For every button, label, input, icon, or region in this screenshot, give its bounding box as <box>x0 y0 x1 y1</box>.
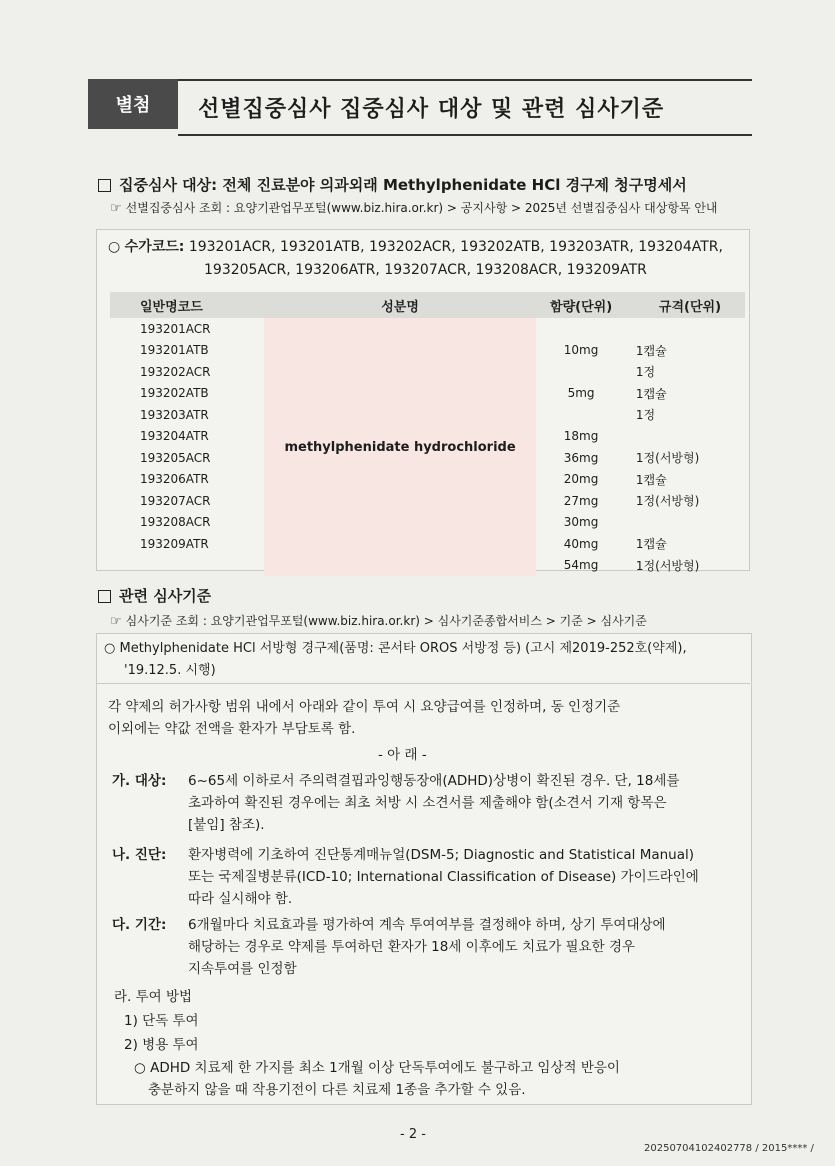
section1-heading-text: 집중심사 대상: 전체 진료분야 의과외래 Methylphenidate HCl 경구제 청구명세서 <box>119 176 687 194</box>
checkbox-square-icon <box>98 590 111 603</box>
section2-heading-text: 관련 심사기준 <box>119 587 212 605</box>
item-ga <box>112 770 679 836</box>
drug-table <box>110 292 745 576</box>
row-spec: 1정 <box>635 408 656 423</box>
page-title: 선별집중심사 집중심사 대상 및 관련 심사기준 <box>198 97 665 122</box>
row-code: 193206ATR <box>140 472 209 487</box>
ingredient-name: methylphenidate hydrochloride <box>264 318 536 576</box>
criteria-title-line1: Methylphenidate HCl 서방형 경구제(품명: 콘서타 OROS 서방정 등) (고시 제2019-252호(약제), <box>119 641 687 656</box>
ra-combo: 2) 병용 투여 <box>124 1037 199 1053</box>
ga-line2: 초과하여 확진된 경우에는 최초 처방 시 소견서를 제출해야 함(소견서 기재 항목은 <box>188 795 667 811</box>
row-dose <box>536 361 626 383</box>
circle-bullet-icon: ○ <box>108 239 121 255</box>
row-code: 193201ATB <box>140 343 209 358</box>
row-spec: 1정(서방형) <box>635 494 700 509</box>
da-line1: 6개월마다 치료효과를 평가하여 계속 투여여부를 결정해야 하며, 상기 투여대상에 <box>188 917 666 933</box>
header-code: 일반명코드 <box>110 292 264 318</box>
pointing-hand-icon: ☞ <box>110 201 122 216</box>
row-dose: 18mg <box>563 429 599 444</box>
section1-reference <box>110 199 718 216</box>
row-dose: 10mg <box>563 343 599 358</box>
row-dose: 54mg <box>563 558 599 573</box>
pointing-hand-icon: ☞ <box>110 614 122 629</box>
ga-label: 가. 대상: <box>112 773 167 789</box>
item-ra: 라. 투여 방법 <box>114 989 193 1005</box>
arae-label: - 아 래 - <box>378 747 427 763</box>
na-label: 나. 진단: <box>112 847 167 863</box>
title-rule-bottom <box>178 134 752 136</box>
row-dose: 27mg <box>563 493 599 508</box>
row-spec <box>626 426 745 448</box>
row-code: 193202ACR <box>140 364 211 379</box>
na-line2: 또는 국제질병분류(ICD-10; International Classification of Disease) 가이드라인에 <box>188 869 699 885</box>
row-spec <box>626 512 745 534</box>
na-line3: 따라 실시해야 함. <box>188 891 293 907</box>
row-spec <box>626 318 745 340</box>
criteria-title-line2: '19.12.5. 시행) <box>124 663 216 678</box>
row-code: 193208ACR <box>140 515 211 530</box>
intro-line1: 각 약제의 허가사항 범위 내에서 아래와 같이 투여 시 요양급여를 인정하며, 동 인정기준 <box>108 699 621 715</box>
row-spec: 1정(서방형) <box>635 451 700 466</box>
section2-reference <box>110 612 647 629</box>
section2-reference-text: 심사기준 조회 : 요양기관업무포털(www.biz.hira.or.kr) > 심사기준종합서비스 > 기준 > 심사기준 <box>125 614 647 628</box>
row-code: 193207ACR <box>140 493 211 508</box>
row-dose: 30mg <box>563 515 599 530</box>
title-badge: 별첨 <box>88 79 178 129</box>
fee-codes <box>108 236 723 282</box>
row-spec: 1캡슐 <box>635 472 667 487</box>
ra-combo-line2: 충분하지 않을 때 작용기전이 다른 치료제 1종을 추가할 수 있음. <box>148 1082 526 1098</box>
da-line3: 지속투여를 인정함 <box>188 961 297 977</box>
row-dose: 5mg <box>567 386 595 401</box>
title-rule-top <box>178 79 752 81</box>
document-id: 20250704102402778 / 2015**** / <box>644 1143 814 1154</box>
table-row <box>110 318 745 340</box>
row-dose: 40mg <box>563 536 599 551</box>
row-code: 193205ACR <box>140 450 211 465</box>
row-code: 193204ATR <box>140 429 209 444</box>
circle-bullet-icon: ○ <box>104 641 116 656</box>
row-code: 193203ATR <box>140 407 209 422</box>
row-spec: 1캡슐 <box>635 343 667 358</box>
criteria-intro <box>108 696 748 740</box>
ra-single: 1) 단독 투여 <box>124 1013 199 1029</box>
fee-codes-line1: 193201ACR, 193201ATB, 193202ACR, 193202ATB, 193203ATR, 193204ATR, <box>188 239 723 255</box>
row-dose: 36mg <box>563 450 599 465</box>
ga-line3: [붙임] 참조). <box>188 817 265 833</box>
circle-bullet-icon: ○ <box>134 1060 146 1076</box>
ra-combo-line1: ADHD 치료제 한 가지를 최소 1개월 이상 단독투여에도 불구하고 임상적 반응이 <box>150 1060 620 1076</box>
page-number: - 2 - <box>400 1127 426 1142</box>
criteria-title <box>104 638 687 682</box>
header-spec: 규격(단위) <box>626 292 745 318</box>
section1-reference-text: 선별집중심사 조회 : 요양기관업무포털(www.biz.hira.or.kr) > 공지사항 > 2025년 선별집중심사 대상항목 안내 <box>125 201 718 215</box>
fee-codes-line2: 193205ACR, 193206ATR, 193207ACR, 193208ACR, 193209ATR <box>204 262 647 278</box>
row-code <box>110 555 264 577</box>
row-dose <box>536 318 626 340</box>
header-ingredient: 성분명 <box>264 292 536 318</box>
row-code: 193201ACR <box>140 321 211 336</box>
header-dose: 함량(단위) <box>536 292 626 318</box>
row-dose: 20mg <box>563 472 599 487</box>
item-na <box>112 844 699 910</box>
row-dose <box>536 404 626 426</box>
row-spec: 1정 <box>635 365 656 380</box>
row-spec: 1정(서방형) <box>635 558 700 573</box>
row-spec: 1캡슐 <box>635 386 667 401</box>
fee-codes-label: 수가코드: <box>124 239 185 255</box>
row-spec: 1캡슐 <box>635 537 667 552</box>
intro-line2: 이외에는 약값 전액을 환자가 부담토록 함. <box>108 721 356 737</box>
table-header-row <box>110 292 745 318</box>
section1-heading <box>98 174 687 195</box>
ra-combo-detail <box>134 1057 620 1101</box>
da-line2: 해당하는 경우로 약제를 투여하던 환자가 18세 이후에도 치료가 필요한 경우 <box>188 939 636 955</box>
row-code: 193202ATB <box>140 386 209 401</box>
section2-heading <box>98 585 211 606</box>
da-label: 다. 기간: <box>112 917 167 933</box>
na-line1: 환자병력에 기초하여 진단통계매뉴얼(DSM-5; Diagnostic and Statistical Manual) <box>188 847 695 863</box>
checkbox-square-icon <box>98 179 111 192</box>
ga-line1: 6~65세 이하로서 주의력결핍과잉행동장애(ADHD)상병이 확진된 경우. 단, 18세를 <box>188 773 680 789</box>
item-da <box>112 914 666 980</box>
row-code: 193209ATR <box>140 536 209 551</box>
